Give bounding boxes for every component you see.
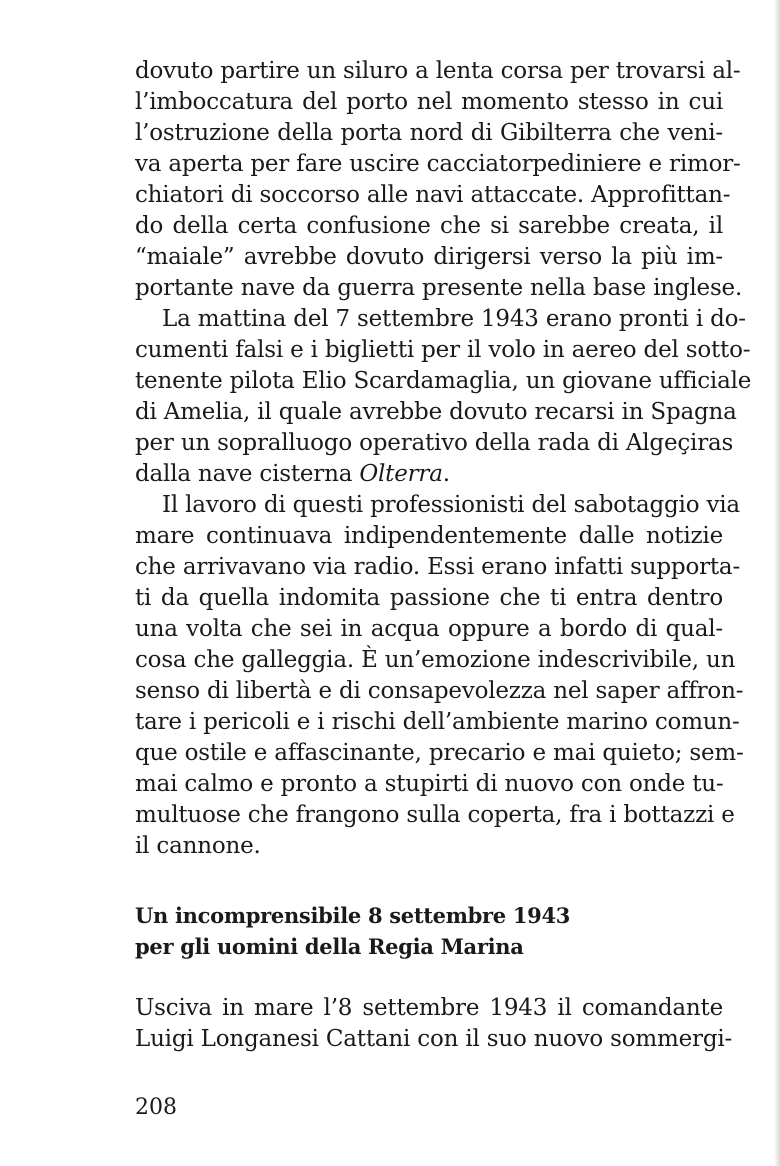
text-line: portante nave da guerra presente nella base inglese. [135,275,743,301]
text-line: una volta che sei in acqua oppure a bordo di qual- [135,616,723,642]
text-line: tare i pericoli e i rischi dell’ambiente marino comun- [135,709,740,735]
text-line [135,459,723,490]
text-line: l’ostruzione della porta nord di Gibilterra che veni- [135,120,723,146]
text-line: que ostile e affascinante, precario e mai quieto; sem- [135,740,744,766]
text-run: dalla nave cisterna [135,461,360,487]
text-line: dovuto partire un siluro a lenta corsa per trovarsi al- [135,58,741,84]
text-line: di Amelia, il quale avrebbe dovuto recarsi in Spagna [135,399,737,425]
text-line: mai calmo e pronto a stupirti di nuovo con onde tu- [135,771,724,797]
text-line: il cannone. [135,833,261,859]
paragraph-2 [135,304,752,490]
ship-name-italic: Olterra [359,461,443,487]
text-line: cumenti falsi e i biglietti per il volo in aereo del sotto- [135,337,751,363]
text-line: tenente pilota Elio Scardamaglia, un giovane ufficiale [135,368,752,394]
text-line: Il lavoro di questi professionisti del sabotaggio via [162,492,740,518]
text-line: senso di libertà e di consapevolezza nel saper affron- [135,678,744,704]
text-line: va aperta per fare uscire cacciatorpediniere e rimor- [135,151,741,177]
heading-line: Un incomprensibile 8 settembre 1943 [135,903,571,928]
page-number: 208 [135,1095,177,1120]
text-line: do della certa confusione che si sarebbe creata, il [135,213,723,239]
text-line: l’imboccatura del porto nel momento stesso in cui [135,89,723,115]
text-line: La mattina del 7 settembre 1943 erano pronti i do- [162,306,746,332]
text-line: mare continuava indipendentemente dalle notizie [135,523,723,549]
text-line: ti da quella indomita passione che ti entra dentro [135,585,723,611]
text-line: per un sopralluogo operativo della rada di Algeçiras [135,430,734,456]
page-edge-shadow [774,0,780,1166]
text-line: Usciva in mare l’8 settembre 1943 il comandante [135,995,723,1021]
text-line: Luigi Longanesi Cattani con il suo nuovo sommergi- [135,1026,733,1052]
text-line: multuose che frangono sulla coperta, fra i bottazzi e [135,802,735,828]
heading-line: per gli uomini della Regia Marina [135,934,524,959]
text-line: “maiale” avrebbe dovuto dirigersi verso la più im- [135,244,723,270]
text-run: . [442,461,450,487]
text-line: che arrivavano via radio. Essi erano infatti supporta- [135,554,741,580]
text-line: cosa che galleggia. È un’emozione indescrivibile, un [135,647,736,673]
section-heading [135,900,723,962]
text-line: chiatori di soccorso alle navi attaccate. Approfittan- [135,182,731,208]
paragraph-4 [135,993,733,1055]
paragraph-3 [135,490,744,862]
paragraph-1 [135,56,743,304]
